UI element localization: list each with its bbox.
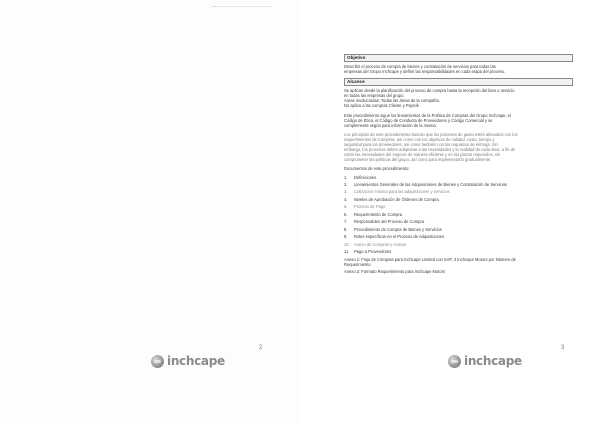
- list-item-text: Pago a Proveedores: [354, 249, 392, 255]
- text-line: embargo, los procesos deben adaptarse a las necesidades y la realidad de cada área, a fin de: [344, 147, 516, 153]
- list-item-number: 7.: [344, 219, 348, 225]
- left-inchcape-logo: [151, 354, 225, 368]
- list-item-number: 1.: [344, 174, 348, 180]
- text-line: Anexo 2: Formato Requerimiento para Inchcape Motors: [344, 269, 446, 275]
- list-item: [344, 212, 573, 217]
- list-item-text: Proceso de Pago: [354, 204, 386, 210]
- list-item-number: 11.: [344, 249, 350, 255]
- list-item: [344, 204, 573, 209]
- section-heading-alcance: Alcance: [344, 78, 573, 86]
- list-item-text: Niveles de Aprobación de Órdenes de Compra: [354, 196, 439, 202]
- list-item: [344, 234, 573, 239]
- text-line: No aplica a las compras Cliente y Payroll.: [344, 103, 420, 109]
- alcance-paragraph-3: [344, 132, 573, 163]
- text-line: Este procedimiento sigue los lineamientos de la Política de Compras del Grupo Inchcape, el: [344, 112, 511, 118]
- text-line: Requerimiento: [344, 261, 371, 267]
- text-line: Anexo 1: Flujo de Compras para Inchcape Limited con SAP, 3 Inchcape Motors por Número de: [344, 256, 516, 262]
- left-page-number: 2: [259, 345, 263, 351]
- list-item-number: 9.: [344, 234, 348, 240]
- list-item-number: 10.: [344, 241, 350, 247]
- annex-paragraph: [344, 257, 573, 274]
- document-list: [344, 175, 573, 255]
- text-line: en todas las empresas del grupo.: [344, 93, 405, 99]
- list-item: [344, 197, 573, 202]
- list-item-number: 3.: [344, 189, 348, 195]
- faint-header-mark: [212, 6, 272, 11]
- document-content: [344, 54, 573, 278]
- inchcape-logo-icon: [448, 355, 461, 368]
- text-line: seguridad para los proveedores, así como también con los requisitos de entrega. Sin: [344, 142, 498, 148]
- text-line: Código de Ética, el Código de Conducta de Proveedores y Código Comercial y se: [344, 117, 493, 123]
- list-item-number: 5.: [344, 204, 348, 210]
- list-intro: Documentos de este procedimiento:: [344, 166, 410, 172]
- text-line: Áreas involucradas: Todas las áreas de la compañía.: [344, 98, 440, 104]
- list-item-text: Requerimiento de Compra: [354, 211, 403, 217]
- objetivo-paragraph: [344, 64, 573, 74]
- list-item-text: Definiciones: [354, 174, 377, 180]
- list-item-text: Roles específicos en el Proceso de Adquisiciones: [354, 234, 445, 240]
- list-item-text: Procedimiento de Compra de Bienes y Servicios: [354, 226, 442, 232]
- list-item: [344, 227, 573, 232]
- section-heading-objetivo: Objetivo: [344, 54, 573, 62]
- list-item-text: Lineamientos Generales de las Adquisiciones de Bienes y Contratación de Servicios: [354, 181, 507, 187]
- text-line: cubrir las necesidades del negocio de manera eficiente y en los plazos requeridos, sin: [344, 152, 501, 158]
- alcance-paragraph-2: [344, 113, 573, 128]
- list-item: [344, 189, 573, 194]
- inchcape-logo-icon: [151, 355, 164, 368]
- right-inchcape-logo: [448, 354, 522, 368]
- list-item: [344, 182, 573, 187]
- right-page-number: 3: [561, 345, 565, 351]
- right-logo-text: inchcape: [464, 354, 522, 368]
- list-item-text: Cotización mínima para las adquisiciones y servicios: [354, 189, 450, 195]
- text-line: comprometer las políticas del grupo, así como para implementarlo gradualmente.: [344, 157, 492, 163]
- text-line: complementa según para información de la misma.: [344, 122, 437, 128]
- text-line: empresas del Grupo Inchcape y definir las responsabilidades en cada etapa del proceso.: [344, 69, 506, 75]
- list-item-text: Responsables del Proceso de Compra: [354, 219, 425, 225]
- list-item-number: 8.: [344, 226, 348, 232]
- text-line: Describir el proceso de compra de bienes y contratación de servicios para todas las: [344, 64, 496, 69]
- list-item: [344, 175, 573, 180]
- list-item-number: 4.: [344, 196, 348, 202]
- list-item-number: 6.: [344, 211, 348, 217]
- text-line: Se aplican desde la planificación del proceso de compra hasta la recepción del bien o servicio: [344, 88, 515, 94]
- list-item-number: 2.: [344, 181, 348, 187]
- left-logo-text: inchcape: [167, 354, 225, 368]
- list-item: [344, 249, 573, 254]
- alcance-paragraph-1: [344, 88, 573, 108]
- text-line: Los principios de este procedimiento buscan que los procesos de gasto estén alineados con los: [344, 131, 518, 137]
- list-item-text: Anexo de Compras y Activos: [354, 241, 407, 247]
- list-item: [344, 219, 573, 224]
- list-item: [344, 242, 573, 247]
- right-page: [300, 0, 600, 423]
- text-line: requerimientos de Compras, así como con los objetivos de calidad, costo, tiempo y: [344, 136, 495, 142]
